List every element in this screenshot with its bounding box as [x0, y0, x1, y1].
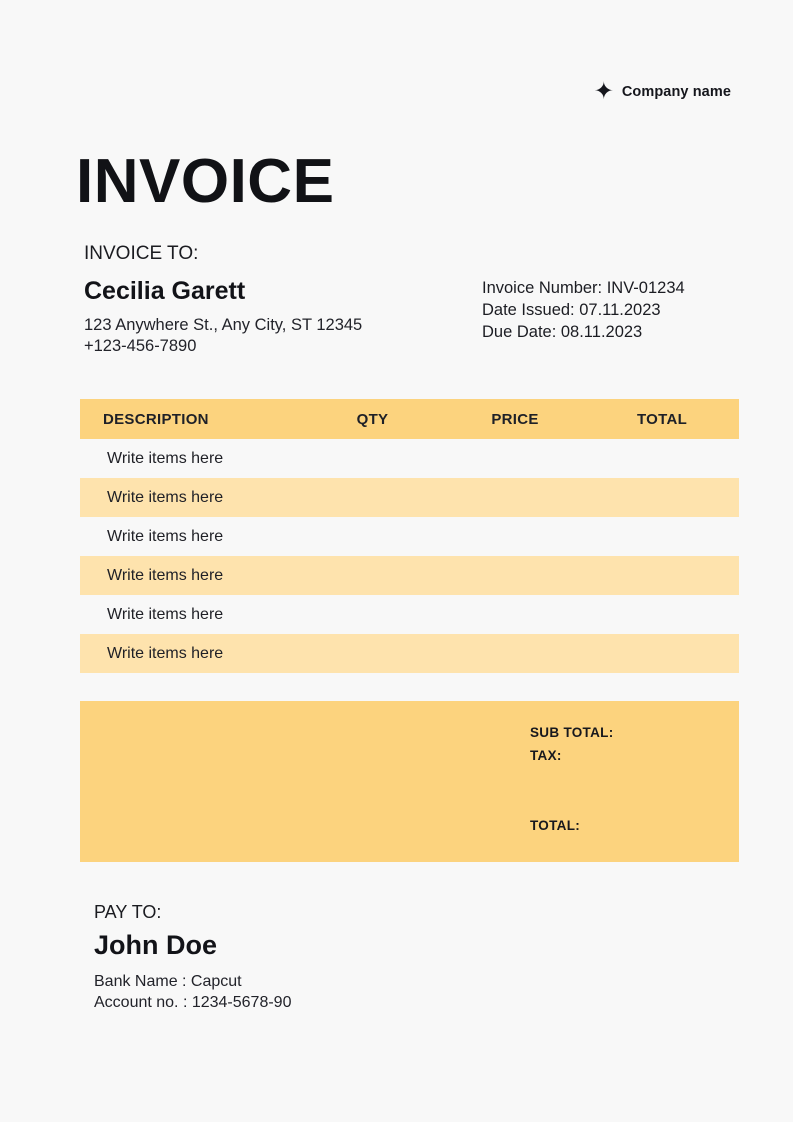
row-description: Write items here — [107, 566, 224, 584]
subtotal-label: SUB TOTAL: — [530, 725, 614, 740]
invoice-meta-block — [482, 277, 685, 343]
column-header-qty: QTY — [356, 410, 389, 428]
table-row — [80, 478, 739, 517]
company-header — [594, 80, 731, 104]
table-row — [80, 634, 739, 673]
row-description: Write items here — [107, 488, 224, 506]
total-label: TOTAL: — [530, 818, 581, 833]
invoice-number: Invoice Number: INV-01234 — [482, 279, 685, 297]
invoice-to-block — [84, 243, 362, 357]
invoice-to-label: INVOICE TO: — [84, 243, 199, 264]
table-row — [80, 439, 739, 478]
bank-name: Bank Name : Capcut — [94, 973, 242, 990]
table-row — [80, 556, 739, 595]
column-header-description: DESCRIPTION — [103, 410, 209, 428]
pay-to-label: PAY TO: — [94, 902, 162, 922]
client-phone: +123-456-7890 — [84, 337, 197, 355]
table-row — [80, 517, 739, 556]
tax-label: TAX: — [530, 748, 562, 763]
client-name: Cecilia Garett — [84, 277, 246, 305]
items-table — [80, 399, 739, 673]
pay-to-block — [94, 902, 291, 1013]
invoice-title: INVOICE — [76, 147, 335, 216]
due-date: Due Date: 08.11.2023 — [482, 323, 643, 341]
row-description: Write items here — [107, 605, 224, 623]
sparkle-icon: ✦ — [593, 78, 614, 105]
column-header-total: TOTAL — [636, 410, 688, 428]
row-description: Write items here — [107, 527, 224, 545]
client-address: 123 Anywhere St., Any City, ST 12345 — [84, 316, 363, 334]
date-issued: Date Issued: 07.11.2023 — [482, 301, 661, 319]
table-body — [80, 439, 739, 673]
account-number: Account no. : 1234-5678-90 — [94, 993, 292, 1011]
payee-name: John Doe — [94, 930, 218, 960]
company-name: Company name — [621, 84, 731, 100]
totals-box — [80, 701, 739, 862]
table-header-row — [80, 399, 739, 439]
row-description: Write items here — [107, 449, 224, 467]
table-row — [80, 595, 739, 634]
row-description: Write items here — [107, 644, 224, 662]
column-header-price: PRICE — [491, 410, 539, 428]
